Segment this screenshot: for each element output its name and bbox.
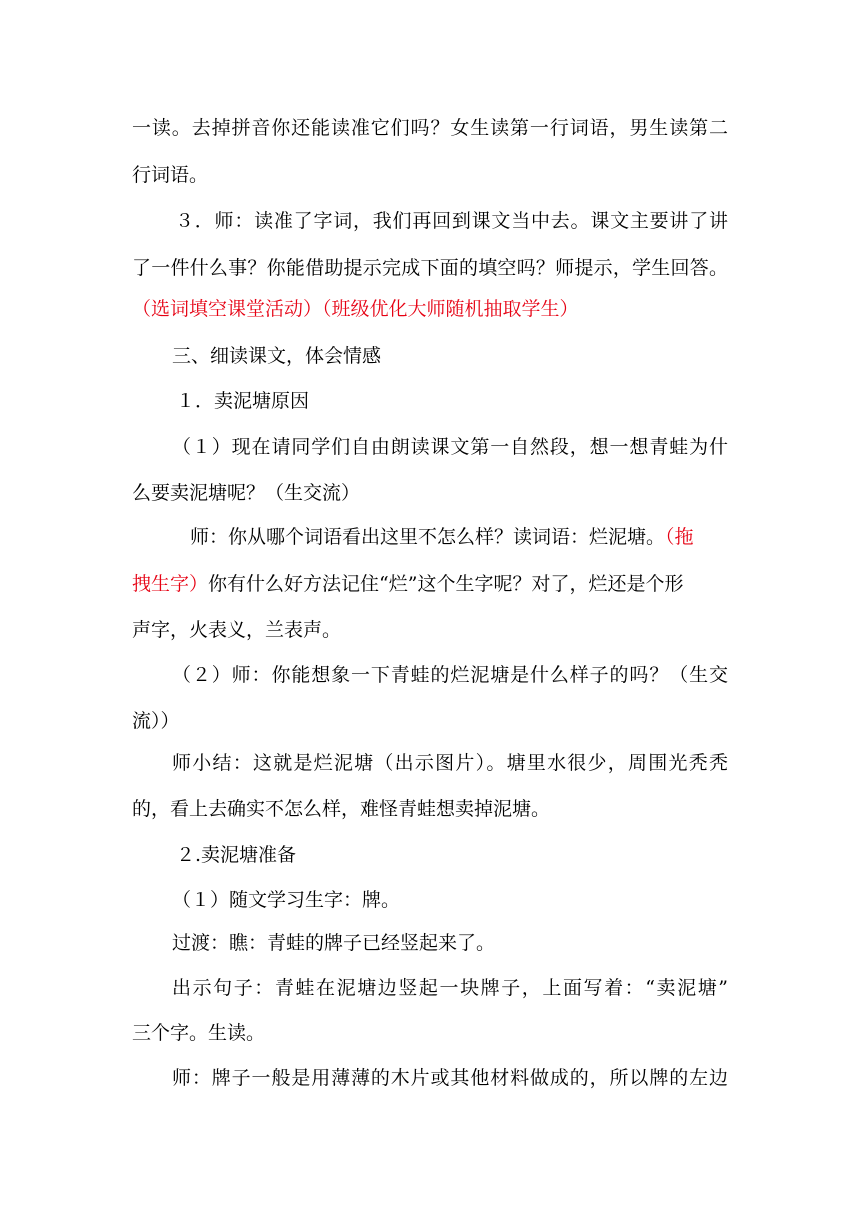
text-line: （２）师：你能想象一下青蛙的烂泥塘是什么样子的吗？（生交 <box>172 664 728 686</box>
text-line <box>190 526 694 548</box>
text-segment: 你有什么好方法记住“烂”这个生字呢？对了，烂还是个形 <box>208 573 684 595</box>
text-line: 出示句子：青蛙在泥塘边竖起一块牌子，上面写着：“卖泥塘” <box>172 977 728 999</box>
red-annotation: （选词填空课堂活动）（班级优化大师随机抽取学生） <box>132 298 579 320</box>
text-line: 师：牌子一般是用薄薄的木片或其他材料做成的，所以牌的左边 <box>172 1067 728 1089</box>
section-heading: 三、细读课文，体会情感 <box>172 345 382 367</box>
text-line: 行词语。 <box>132 164 209 186</box>
red-annotation: 拽生字） <box>132 573 209 595</box>
subsection-heading: ２.卖泥塘准备 <box>176 844 297 866</box>
text-line <box>132 573 683 595</box>
text-line: 的，看上去确实不怎么样，难怪青蛙想卖掉泥塘。 <box>132 798 551 820</box>
subsection-heading: １．卖泥塘原因 <box>176 390 310 412</box>
text-line: 流）） <box>132 710 180 732</box>
text-line: 了一件什么事？你能借助提示完成下面的填空吗？师提示，学生回答。 <box>132 257 728 279</box>
text-line: 三个字。生读。 <box>132 1022 266 1044</box>
text-line: 么要卖泥塘呢？（生交流） <box>132 482 361 504</box>
red-annotation: （拖 <box>665 526 694 548</box>
text-line: （１）随文学习生字：牌。 <box>172 889 401 911</box>
text-line: （１）现在请同学们自由朗读课文第一自然段，想一想青蛙为什 <box>172 436 728 458</box>
text-line: ３．师：读准了字词，我们再回到课文当中去。课文主要讲了讲 <box>175 210 728 232</box>
text-segment: 师：你从哪个词语看出这里不怎么样？读词语：烂泥塘。 <box>190 526 666 548</box>
text-line: 声字，火表义，兰表声。 <box>132 619 342 641</box>
text-line: 师小结：这就是烂泥塘（出示图片）。塘里水很少，周围光秃秃 <box>172 752 728 774</box>
text-line: 一读。去掉拼音你还能读准它们吗？女生读第一行词语，男生读第二 <box>132 117 728 139</box>
text-line: 过渡：瞧：青蛙的牌子已经竖起来了。 <box>172 932 496 954</box>
